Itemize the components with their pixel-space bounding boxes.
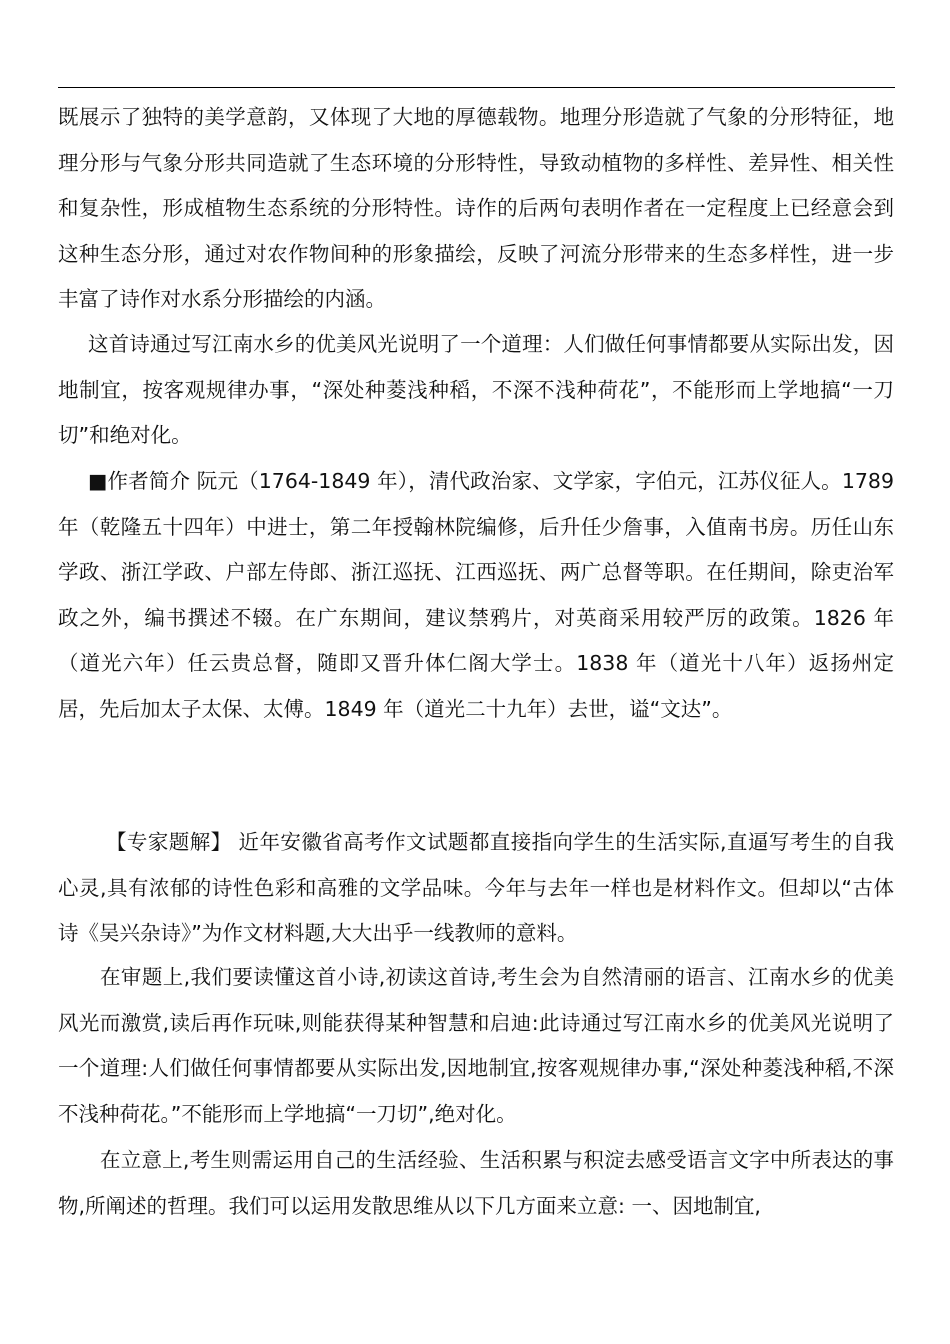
paragraph-poem-meaning: 这首诗通过写江南水乡的优美风光说明了一个道理：人们做任何事情都要从实际出发，因地制宜，按客观规律办事，“深处种菱浅种稻，不深不浅种荷花”，不能形而上学地搞“一刀切”和绝对化。 <box>58 332 894 447</box>
header-rule <box>58 87 895 88</box>
paragraph-expert-analysis <box>58 820 894 957</box>
paragraph-topic-review: 在审题上,我们要读懂这首小诗,初读这首诗,考生会为自然清丽的语言、江南水乡的优美风光而激赏,读后再作玩味,则能获得某种智慧和启迪:此诗通过写江南水乡的优美风光说明了一个道理:人们做任何事情都要从实际出发,因地制宜,按客观规律办事,“深处种菱浅种稻,不深不浅种荷花。”不能形而上学地搞“一刀切”,绝对化。 <box>58 965 894 1126</box>
paragraph-fractal-ecology: 既展示了独特的美学意韵，又体现了大地的厚德载物。地理分形造就了气象的分形特征，地理分形与气象分形共同造就了生态环境的分形特性，导致动植物的多样性、差异性、相关性和复杂性，形成植物生态系统的分形特性。诗作的后两句表明作者在一定程度上已经意会到这种生态分形，通过对农作物间种的形象描绘，反映了河流分形带来的生态多样性，进一步丰富了诗作对水系分形描绘的内涵。 <box>58 105 894 311</box>
expert-text: 近年安徽省高考作文试题都直接指向学生的生活实际,直逼写考生的自我心灵,具有浓郁的诗性色彩和高雅的文学品味。今年与去年一样也是材料作文。但却以“古体诗《吴兴杂诗》”为作文材料题,大大出乎一线教师的意料。 <box>58 830 895 945</box>
paragraph-concept: 在立意上,考生则需运用自己的生活经验、生活积累与积淀去感受语言文字中所表达的事物,所阐述的哲理。我们可以运用发散思维从以下几方面来立意: 一、因地制宜, <box>58 1148 894 1218</box>
paragraph-author-bio <box>58 459 894 732</box>
square-bullet-icon: ■ <box>88 469 108 493</box>
author-bio-text: 作者简介 阮元（1764-1849 年），清代政治家、文学家，字伯元，江苏仪征人。1789 年（乾隆五十四年）中进士，第二年授翰林院编修，后升任少詹事，入值南书房。历任山东学政、浙江学政、户部左侍郎、浙江巡抚、江西巡抚、两广总督等职。在任期间，除吏治军政之外，编书撰述不辍。在广东期间，建议禁鸦片，对英商采用较严厉的政策。1826 年（道光六年）任云贵总督，随即又晋升体仁阁大学士。1838 年（道光十八年）返扬州定居，先后加太子太保、太傅。1849 年（道光二十九年）去世，谥“文达”。 <box>58 469 894 721</box>
expert-heading: 【专家题解】 <box>106 830 232 854</box>
